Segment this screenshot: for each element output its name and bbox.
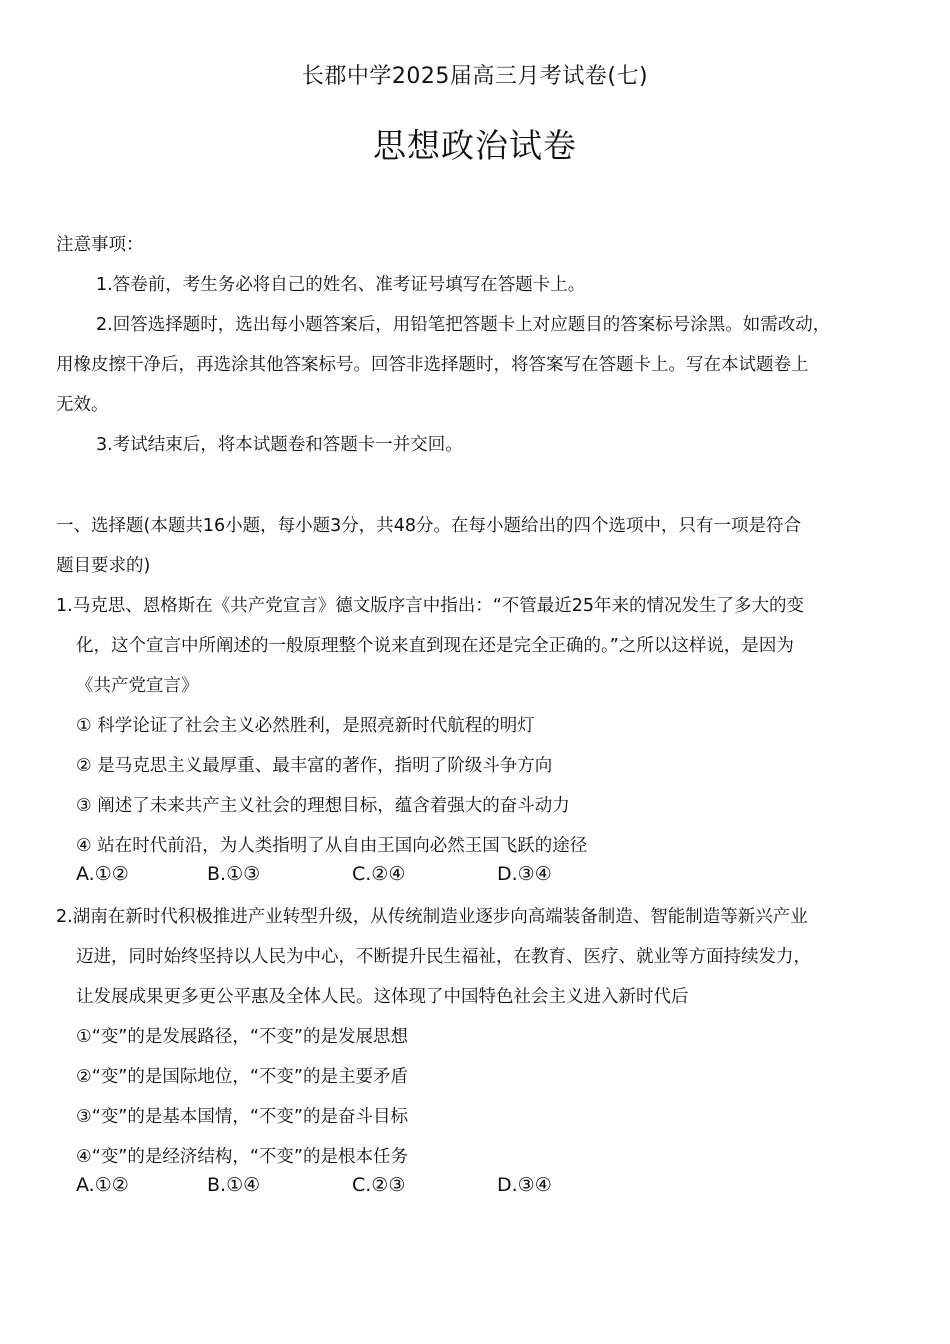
q1-stem-line-1: 1.马克思、恩格斯在《共产党宣言》德文版序言中指出：“不管最近25年来的情况发生了多大的变 <box>56 596 805 616</box>
q1-item-2: ② 是马克思主义最厚重、最丰富的著作，指明了阶级斗争方向 <box>76 756 553 776</box>
q1-stem-line-3: 《共产党宣言》 <box>76 676 199 696</box>
q1-options <box>76 861 636 887</box>
q2-option-b[interactable]: B.①④ <box>207 1174 261 1196</box>
exam-title: 长郡中学2025届高三月考试卷(七) <box>301 64 649 89</box>
q1-option-c[interactable]: C.②④ <box>352 863 406 885</box>
q1-item-3: ③ 阐述了未来共产主义社会的理想目标，蕴含着强大的奋斗动力 <box>76 796 570 816</box>
q2-options <box>76 1172 636 1198</box>
q2-option-a[interactable]: A.①② <box>76 1174 129 1196</box>
q1-item-4: ④ 站在时代前沿，为人类指明了从自由王国向必然王国飞跃的途径 <box>76 836 588 856</box>
notice-item-3: 3.考试结束后，将本试题卷和答题卡一并交回。 <box>96 435 463 455</box>
notice-item-2-line-3: 无效。 <box>56 395 109 415</box>
q2-stem-line-2: 迈进，同时始终坚持以人民为中心，不断提升民生福祉，在教育、医疗、就业等方面持续发力， <box>76 947 811 967</box>
notice-heading: 注意事项： <box>56 235 144 255</box>
q2-option-c[interactable]: C.②③ <box>352 1174 406 1196</box>
q2-item-1: ①“变”的是发展路径，“不变”的是发展思想 <box>76 1027 408 1047</box>
q2-item-3: ③“变”的是基本国情，“不变”的是奋斗目标 <box>76 1107 408 1127</box>
q2-item-2: ②“变”的是国际地位，“不变”的是主要矛盾 <box>76 1067 408 1087</box>
exam-subject-title: 思想政治试卷 <box>373 126 577 165</box>
section-heading-line-2: 题目要求的) <box>56 556 151 576</box>
q2-option-d[interactable]: D.③④ <box>497 1174 552 1196</box>
q1-option-b[interactable]: B.①③ <box>207 863 261 885</box>
q1-stem-line-2: 化，这个宣言中所阐述的一般原理整个说来直到现在还是完全正确的。”之所以这样说，是因为 <box>76 636 794 656</box>
section-heading-line-1: 一、选择题(本题共16小题，每小题3分，共48分。在每小题给出的四个选项中，只有一项是符合 <box>56 516 801 536</box>
q2-item-4: ④“变”的是经济结构，“不变”的是根本任务 <box>76 1147 408 1167</box>
q1-option-d[interactable]: D.③④ <box>497 863 552 885</box>
notice-item-2-line-1: 2.回答选择题时，选出每小题答案后，用铅笔把答题卡上对应题目的答案标号涂黑。如需改动， <box>96 315 831 335</box>
notice-item-1: 1.答卷前，考生务必将自己的姓名、准考证号填写在答题卡上。 <box>96 275 586 295</box>
notice-item-2-line-2: 用橡皮擦干净后，再选涂其他答案标号。回答非选择题时，将答案写在答题卡上。写在本试题卷上 <box>56 355 809 375</box>
q1-option-a[interactable]: A.①② <box>76 863 129 885</box>
q2-stem-line-1: 2.湖南在新时代积极推进产业转型升级，从传统制造业逐步向高端装备制造、智能制造等新兴产业 <box>56 907 808 927</box>
q1-item-1: ① 科学论证了社会主义必然胜利，是照亮新时代航程的明灯 <box>76 716 535 736</box>
q2-stem-line-3: 让发展成果更多更公平惠及全体人民。这体现了中国特色社会主义进入新时代后 <box>76 987 689 1007</box>
